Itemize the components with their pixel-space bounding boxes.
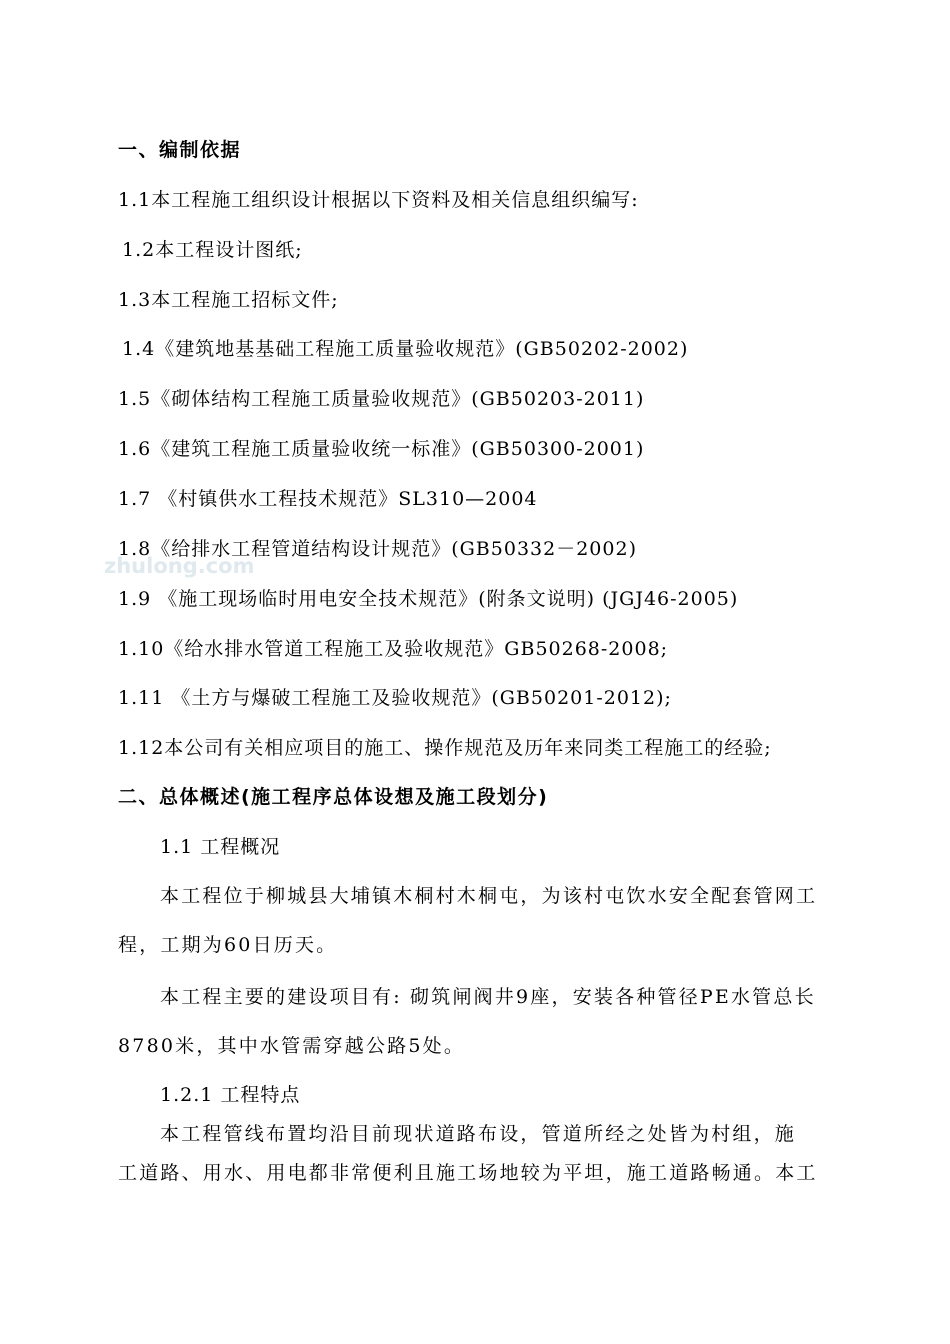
overview-para-2-line-1: 本工程主要的建设项目有: 砌筑闸阀井9座，安装各种管径PE水管总长 [160,986,816,1008]
basis-item-1-5: 1.5《砌体结构工程施工质量验收规范》(GB50203-2011) [118,388,645,410]
basis-item-1-9: 1.9 《施工现场临时用电安全技术规范》(附条文说明) (JGJ46-2005) [118,588,739,610]
features-para-line-2: 工道路、用水、用电都非常便利且施工场地较为平坦，施工道路畅通。本工 [118,1162,818,1184]
basis-item-1-2: 1.2本工程设计图纸; [122,239,303,261]
basis-item-1-11: 1.11 《土方与爆破工程施工及验收规范》(GB50201-2012); [118,687,672,709]
basis-item-1-8: 1.8《给排水工程管道结构设计规范》(GB50332－2002) [118,538,637,560]
subsection-1-1-title: 1.1 工程概况 [160,836,281,858]
section-1-heading: 一、编制依据 [118,139,242,161]
basis-item-1-6: 1.6《建筑工程施工质量验收统一标准》(GB50300-2001) [118,438,645,460]
basis-item-1-12: 1.12本公司有关相应项目的施工、操作规范及历年来同类工程施工的经验; [118,737,772,759]
overview-para-1-line-1: 本工程位于柳城县大埔镇木桐村木桐屯，为该村屯饮水安全配套管网工 [160,885,818,907]
basis-item-1-1: 1.1本工程施工组织设计根据以下资料及相关信息组织编写: [118,189,639,211]
basis-item-1-4: 1.4《建筑地基基础工程施工质量验收规范》(GB50202-2002) [122,338,689,360]
watermark: zhulong.com [104,554,255,578]
basis-item-1-10: 1.10《给水排水管道工程施工及验收规范》GB50268-2008; [118,638,669,660]
overview-para-1-line-2: 程，工期为60日历天。 [118,934,338,956]
basis-item-1-3: 1.3本工程施工招标文件; [118,289,339,311]
features-para-line-1: 本工程管线布置均沿目前现状道路布设，管道所经之处皆为村组，施 [160,1123,797,1145]
subsection-1-2-1-title: 1.2.1 工程特点 [160,1084,301,1106]
overview-para-2-line-2: 8780米，其中水管需穿越公路5处。 [118,1035,466,1057]
basis-item-1-7: 1.7 《村镇供水工程技术规范》SL310—2004 [118,488,538,510]
section-2-heading: 二、总体概述(施工程序总体设想及施工段划分) [118,786,549,808]
